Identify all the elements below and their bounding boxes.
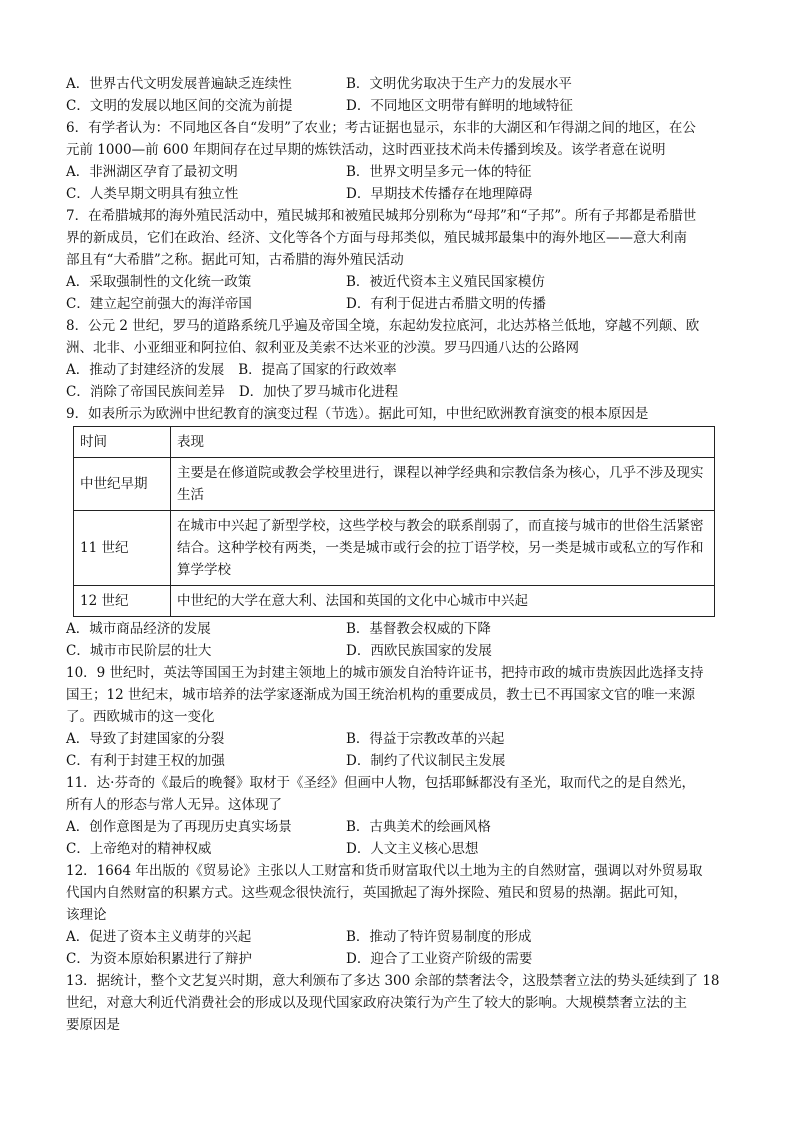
- q10-stem-line-2: 国王；12 世纪末，城市培养的法学家逐渐成为国王统治机构的重要成员，教士已不再国家文官的唯一来源: [66, 687, 695, 703]
- q6-options-row-1: [66, 161, 728, 183]
- q5-option-c[interactable]: C．文明的发展以地区间的交流为前提: [66, 98, 293, 114]
- q6-option-d[interactable]: D．早期技术传播存在地理障碍: [346, 186, 533, 202]
- q7-option-c[interactable]: C．建立起空前强大的海洋帝国: [66, 296, 252, 312]
- q8-option-b[interactable]: B．提高了国家的行政效率: [238, 362, 397, 378]
- q6-stem-line-1: 6．有学者认为：不同地区各自“发明”了农业；考古证据也显示，东非的大湖区和乍得湖之间的地区，在公: [66, 120, 696, 136]
- q10-option-c[interactable]: C．有利于封建王权的加强: [66, 753, 225, 769]
- table-cell-performance: 中世纪的大学在意大利、法国和英国的文化中心城市中兴起: [171, 586, 715, 617]
- q6-options-row-2: [66, 183, 728, 205]
- q10-option-d[interactable]: D．制约了代议制民主发展: [346, 753, 506, 769]
- table-row: [74, 511, 715, 586]
- q12-option-a[interactable]: A．促进了资本主义萌芽的兴起: [66, 929, 252, 945]
- q12-stem-line-3: 该理论: [66, 907, 107, 923]
- table-cell-time: 12 世纪: [74, 586, 171, 617]
- q8-option-a[interactable]: A．推动了封建经济的发展: [66, 362, 225, 378]
- q11-option-d[interactable]: D．人文主义核心思想: [346, 841, 479, 857]
- q5-options-row-2: [66, 95, 728, 117]
- table-row: [74, 586, 715, 617]
- q11-option-a[interactable]: A．创作意图是为了再现历史真实场景: [66, 819, 292, 835]
- q11-stem-line-2: 所有人的形态与常人无异。这体现了: [66, 797, 282, 813]
- q9-option-c[interactable]: C．城市市民阶层的壮大: [66, 643, 212, 659]
- q8-stem-line-1: 8．公元 2 世纪，罗马的道路系统几乎遍及帝国全境，东起幼发拉底河，北达苏格兰低地，穿越不列颠、欧: [66, 318, 700, 334]
- q7-option-b[interactable]: B．被近代资本主义殖民国家模仿: [346, 274, 545, 290]
- q11-options-row-2: [66, 838, 728, 860]
- q12-option-b[interactable]: B．推动了特许贸易制度的形成: [346, 929, 532, 945]
- q6-option-b[interactable]: B．世界文明呈多元一体的特征: [346, 164, 532, 180]
- q6-option-c[interactable]: C．人类早期文明具有独立性: [66, 186, 239, 202]
- q12-options-row-1: [66, 926, 728, 948]
- q12-options-row-2: [66, 948, 728, 970]
- q12-stem-line-1: 12．1664 年出版的《贸易论》主张以人工财富和货币财富取代以土地为主的自然财富，强调以对外贸易取: [66, 863, 703, 879]
- q11-option-b[interactable]: B．古典美术的绘画风格: [346, 819, 491, 835]
- q7-stem-line-2: 界的新成员，它们在政治、经济、文化等各个方面与母邦类似，殖民城邦最集中的海外地区——意大利南: [66, 230, 687, 246]
- q5-option-d[interactable]: D．不同地区文明带有鲜明的地域特征: [346, 98, 573, 114]
- q7-option-a[interactable]: A．采取强制性的文化统一政策: [66, 274, 252, 290]
- q13-stem-line-3: 要原因是: [66, 1017, 120, 1033]
- q7-stem-line-3: 部且有“大希腊”之称。据此可知，古希腊的海外殖民活动: [66, 252, 404, 268]
- q7-stem-line-1: 7．在希腊城邦的海外殖民活动中，殖民城邦和被殖民城邦分别称为“母邦”和“子邦”。所有子邦都是希腊世: [66, 208, 697, 224]
- table-header-row: [74, 427, 715, 458]
- q11-stem-line-1: 11．达·芬奇的《最后的晚餐》取材于《圣经》但画中人物，包括耶稣都没有圣光，取而代之的是自然光，: [66, 775, 695, 791]
- question-list: [66, 73, 728, 1036]
- q13-stem-line-2: 世纪，对意大利近代消费社会的形成以及现代国家政府决策行为产生了较大的影响。大规模禁奢立法的主: [66, 995, 687, 1011]
- q10-stem-line-1: 10．9 世纪时，英法等国国王为封建主领地上的城市颁发自治特许证书，把持市政的城市贵族因此选择支持: [66, 665, 704, 681]
- q10-option-b[interactable]: B．得益于宗教改革的兴起: [346, 731, 505, 747]
- q8-stem-line-2: 洲、北非、小亚细亚和阿拉伯、叙利亚及美索不达米亚的沙漠。罗马四通八达的公路网: [66, 340, 579, 356]
- q9-option-d[interactable]: D．西欧民族国家的发展: [346, 643, 492, 659]
- q5-option-b[interactable]: B．文明优劣取决于生产力的发展水平: [346, 76, 572, 92]
- q9-option-a[interactable]: A．城市商品经济的发展: [66, 621, 211, 637]
- q9-stem-line: 9．如表所示为欧洲中世纪教育的演变过程（节选）。据此可知，中世纪欧洲教育演变的根本原因是: [66, 406, 649, 422]
- q13-stem-line-1: 13．据统计，整个文艺复兴时期，意大利颁布了多达 300 余部的禁奢法令，这股禁奢立法的势头延续到了 18: [66, 973, 720, 989]
- q12-option-c[interactable]: C．为资本原始积累进行了辩护: [66, 951, 252, 967]
- q8-option-c[interactable]: C．消除了帝国民族间差异: [66, 384, 225, 400]
- q7-option-d[interactable]: D．有利于促进古希腊文明的传播: [346, 296, 546, 312]
- q7-options-row-1: [66, 271, 728, 293]
- q5-options-row-1: [66, 73, 728, 95]
- table-cell-performance: 在城市中兴起了新型学校，这些学校与教会的联系削弱了，而直接与城市的世俗生活紧密结合。这种学校有两类，一类是城市或行会的拉丁语学校，另一类是城市或私立的写作和算学学校: [171, 511, 715, 586]
- q10-option-a[interactable]: A．导致了封建国家的分裂: [66, 731, 225, 747]
- q8-options-row-1: [66, 359, 728, 381]
- q12-stem-line-2: 代国内自然财富的积累方式。这些观念很快流行，英国掀起了海外探险、殖民和贸易的热潮。据此可知，: [66, 885, 687, 901]
- q9-options-row-1: [66, 618, 728, 640]
- q9-options-row-2: [66, 640, 728, 662]
- table-cell-time: 中世纪早期: [74, 458, 171, 511]
- q11-options-row-1: [66, 816, 728, 838]
- q8-options-row-2: [66, 381, 728, 403]
- q10-stem-line-3: 了。西欧城市的这一变化: [66, 709, 215, 725]
- table-row: [74, 458, 715, 511]
- table-cell-time: 11 世纪: [74, 511, 171, 586]
- q6-stem-line-2: 元前 1000—前 600 年期间存在过早期的炼铁活动，这时西亚技术尚未传播到埃及。该学者意在说明: [66, 142, 666, 158]
- q10-options-row-2: [66, 750, 728, 772]
- q12-option-d[interactable]: D．迎合了工业资产阶级的需要: [346, 951, 533, 967]
- q6-option-a[interactable]: A．非洲湖区孕育了最初文明: [66, 164, 238, 180]
- q8-option-d[interactable]: D．加快了罗马城市化进程: [238, 384, 399, 400]
- q9-option-b[interactable]: B．基督教会权威的下降: [346, 621, 491, 637]
- table-header-performance: 表现: [171, 427, 715, 458]
- table-cell-performance: 主要是在修道院或教会学校里进行，课程以神学经典和宗教信条为核心，几乎不涉及现实生活: [171, 458, 715, 511]
- q11-option-c[interactable]: C．上帝绝对的精神权威: [66, 841, 212, 857]
- q10-options-row-1: [66, 728, 728, 750]
- q9-education-table: [73, 426, 715, 617]
- table-header-time: 时间: [74, 427, 171, 458]
- q7-options-row-2: [66, 293, 728, 315]
- q5-option-a[interactable]: A．世界古代文明发展普遍缺乏连续性: [66, 76, 292, 92]
